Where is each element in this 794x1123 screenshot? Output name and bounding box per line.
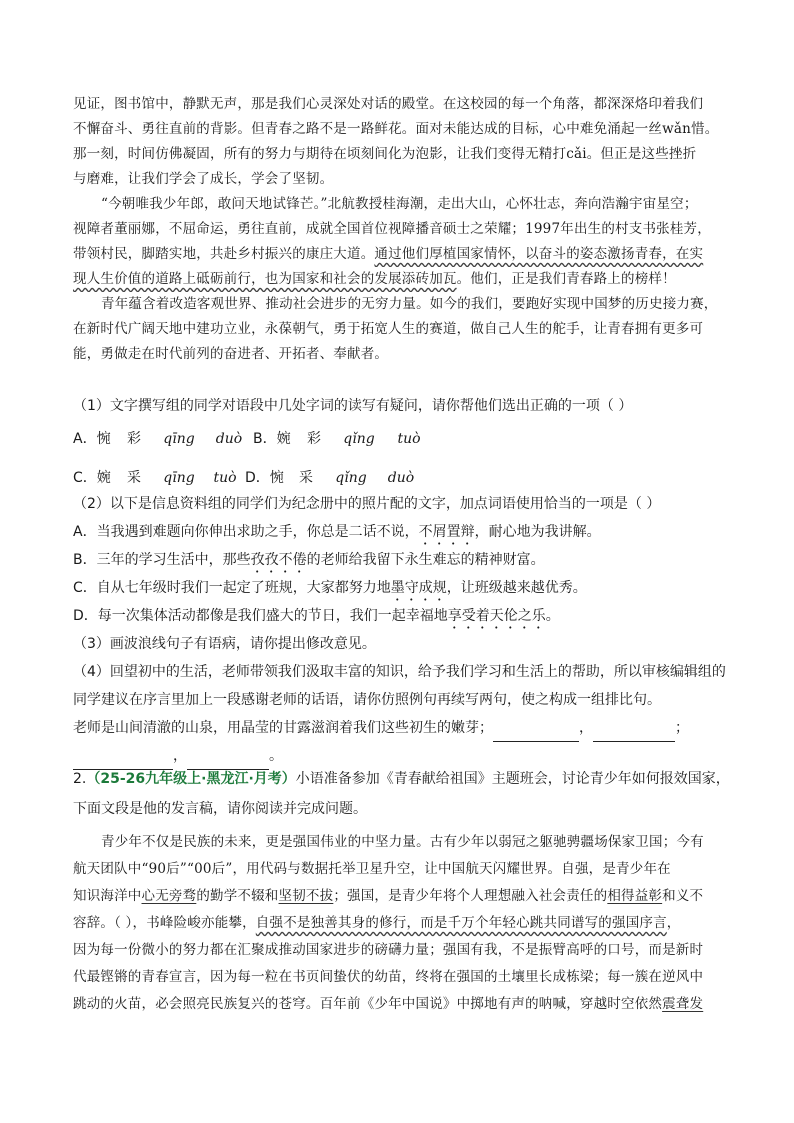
passage-1-line: 能，勇做走在时代前列的奋进者、开拓者、奉献者。 — [73, 346, 389, 362]
passage-1-line: 视障者董丽娜，不屈命运，勇往直前，成就全国首位视障播音硕士之荣耀；1997年出生的村支书张桂芳， — [73, 221, 711, 237]
option-c-pinyin1: qīng — [163, 470, 195, 486]
question-4-example — [73, 714, 723, 742]
question-4-line: （4）回望初中的生活，老师带领我们汲取丰富的知识，给予我们学习和生活上的帮助，所以审核编辑组的 — [73, 664, 726, 680]
option-text: A．当我遇到难题向你伸出求助之手，你总是二话不说， — [73, 524, 419, 540]
passage-2-line — [73, 991, 723, 1018]
option-d-char1: D．惋 — [245, 470, 284, 486]
passage-1-line: 那一刻，时间仿佛凝固，所有的努力与期待在顷刻间化为泡影，让我们变得无精打cǎi。但正是这些挫折 — [73, 146, 697, 162]
passage-1 — [73, 92, 723, 367]
option-text: ，耐心地为我讲解。 — [474, 524, 601, 540]
option-d-pinyin1: qǐng — [335, 470, 367, 486]
passage-1-line: 在新时代广阔天地中建功立业，永葆朝气，勇于拓宽人生的赛道，做自己人生的舵手，让青春拥有更多可 — [73, 321, 704, 337]
option-text: B．三年的学习生活中，那些 — [73, 552, 251, 568]
option-d-char2: 采 — [299, 470, 313, 486]
passage-text: 知识海洋中 — [73, 888, 142, 904]
item-2-intro-line — [73, 764, 730, 794]
passage-1-line: 见证，图书馆中，静默无声，那是我们心灵深处对话的殿堂。在这校园的每一个角落，都深深烙印着我们 — [73, 96, 704, 112]
item-number: 2. — [73, 771, 87, 787]
dotted-word: 墨守成规 — [390, 580, 447, 596]
question-1 — [73, 390, 723, 495]
option-b-char2: 彩 — [307, 431, 321, 447]
question-2 — [73, 490, 723, 630]
dotted-word: 孜孜不倦 — [250, 552, 307, 568]
punctuation: ， — [579, 720, 593, 736]
answer-blank[interactable] — [493, 724, 579, 742]
option-text: 的老师给我留下永生难忘的精神财富。 — [306, 552, 545, 568]
question-4 — [73, 658, 726, 770]
passage-text: 容辞。（ ），书峰险峻亦能攀， — [73, 915, 256, 931]
option-text: 。 — [545, 608, 560, 624]
option-a-pinyin2: duò — [215, 431, 243, 447]
item-2-header — [73, 764, 730, 824]
question-2-option-c — [73, 574, 723, 602]
passage-1-line: “今朝唯我少年郎，敢问天地试锋芒。”北航教授桂海潮，走出大山，心怀壮志，奔向浩瀚宇宙星空； — [101, 196, 698, 212]
question-2-option-d — [73, 602, 723, 630]
item-2-intro-line: 下面文段是他的发言稿，请你阅读并完成问题。 — [73, 801, 367, 817]
option-c-pinyin2: tuò — [213, 470, 237, 486]
option-a-char2: 彩 — [127, 431, 141, 447]
answer-blank[interactable] — [593, 724, 675, 742]
source-tag: （25-26九年级上·黑龙江·月考） — [86, 771, 296, 787]
passage-2 — [73, 829, 723, 1018]
passage-2-line: 代最铿锵的青春宣言，因为每一粒在书页间蛰伏的幼苗，终将在强国的土壤里长成栋梁；每一簇在逆风中 — [73, 969, 704, 985]
underlined-word: 坚韧不拔 — [278, 888, 334, 904]
question-2-stem: （2）以下是信息资料组的同学们为纪念册中的照片配的文字，加点词语使用恰当的一项是（ ） — [73, 496, 661, 512]
passage-text: ， — [666, 915, 681, 931]
passage-1-line: 不懈奋斗、勇往直前的背影。但青春之路不是一路鲜花。面对未能达成的目标，心中难免涌起一丝wǎn惜。 — [73, 121, 719, 137]
question-2-option-a — [73, 518, 723, 546]
punctuation: ； — [675, 720, 689, 736]
question-1-stem: （1）文字撰写组的同学对语段中几处字词的读写有疑问，请你帮他们选出正确的一项（ ） — [73, 398, 633, 414]
passage-2-line: 航天团队中“90后”“00后”，用代码与数据托举卫星升空，让中国航天闪耀世界。自强，是青少年在 — [73, 861, 671, 877]
passage-1-line — [73, 267, 723, 292]
option-d-pinyin2: duò — [387, 470, 415, 486]
option-text: C．自从七年级时我们一起定了班规，大家都努力地 — [73, 580, 391, 596]
underlined-word: 震聋发 — [662, 996, 704, 1012]
passage-2-line — [73, 883, 723, 910]
passage-2-line: 青少年不仅是民族的未来，更是强国伟业的中坚力量。古有少年以弱冠之躯驰骋疆场保家卫国；今有 — [101, 834, 704, 850]
dotted-word: 享受着天伦之乐 — [447, 608, 546, 624]
question-3 — [73, 630, 723, 658]
item-intro: 小语准备参加《青春献给祖国》主题班会，讨论青少年如何报效国家， — [295, 771, 730, 787]
passage-text: ；强国，是青少年将个人理想融入社会责任的 — [333, 888, 608, 904]
dotted-word: 不屑置辩 — [418, 524, 475, 540]
question-4-line: 同学建议在序言里加上一段感谢老师的话语，请你仿照例句再续写两句，使之构成一组排比句。 — [73, 692, 661, 708]
underlined-word: 心无旁骛 — [141, 888, 197, 904]
question-2-option-b — [73, 546, 723, 574]
passage-text: 和义不 — [662, 888, 704, 904]
option-b-pinyin1: qǐng — [343, 431, 375, 447]
option-text: ，让班级越来越优秀。 — [446, 580, 587, 596]
wavy-underlined-sentence: 自强不是独善其身的修行，而是千万个年轻心跳共同谱写的强国序言 — [255, 915, 667, 931]
passage-2-line — [73, 910, 723, 937]
example-sentence: 老师是山间清澈的山泉，用晶莹的甘露滋润着我们这些初生的嫩芽； — [73, 720, 493, 736]
question-1-options-ab — [73, 423, 723, 456]
option-c-char1: C．婉 — [73, 470, 111, 486]
option-a-char1: A．惋 — [73, 431, 111, 447]
option-text: D．每一次集体活动都像是我们盛大的节日，我们一起幸福地 — [73, 608, 448, 624]
wavy-underlined-sentence: 通过他们厚植国家情怀，以奋斗的姿态激扬青春，在实 — [374, 246, 704, 262]
passage-text: 的勤学不辍和 — [196, 888, 279, 904]
option-a-pinyin1: qīng — [163, 431, 195, 447]
punctuation: ， — [173, 748, 187, 764]
punctuation: 。 — [269, 748, 283, 764]
option-b-pinyin2: tuò — [397, 431, 421, 447]
option-c-char2: 采 — [127, 470, 141, 486]
question-3-stem: （3）画波浪线句子有语病，请你提出修改意见。 — [73, 636, 376, 652]
passage-2-line: 因为每一份微小的努力都在汇聚成推动国家进步的磅礴力量；强国有我，不是振臂高呼的口号，而是新时 — [73, 942, 704, 958]
passage-1-text: 。他们，正是我们青春路上的榜样！ — [456, 271, 676, 287]
passage-text: 跳动的火苗，必会照亮民族复兴的苍穹。百年前《少年中国说》中掷地有声的呐喊，穿越时空依然 — [73, 996, 663, 1012]
passage-1-line: 青年蕴含着改造客观世界、推动社会进步的无穷力量。如今的我们，要跑好实现中国梦的历史接力赛， — [101, 296, 718, 312]
underlined-word: 相得益彰 — [607, 888, 663, 904]
wavy-underlined-sentence: 现人生价值的道路上砥砺前行，也为国家和社会的发展添砖加瓦 — [73, 271, 457, 287]
passage-1-text: 带领村民，脚踏实地，共赴乡村振兴的康庄大道。 — [73, 246, 375, 262]
passage-1-line: 与磨难，让我们学会了成长，学会了坚韧。 — [73, 171, 334, 187]
passage-1-line — [73, 242, 723, 267]
option-b-char1: B．婉 — [253, 431, 291, 447]
